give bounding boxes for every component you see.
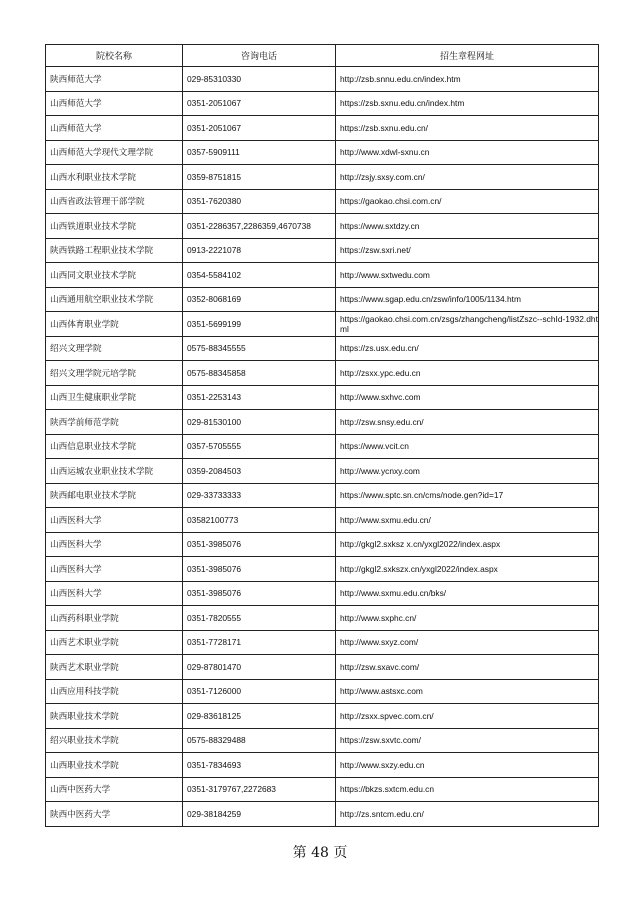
phone-number: 029-83618125 bbox=[183, 704, 336, 729]
table-row bbox=[46, 116, 599, 141]
admission-url[interactable]: http://www.sxyz.com/ bbox=[336, 630, 599, 655]
phone-number: 0351-7728171 bbox=[183, 630, 336, 655]
phone-number: 0351-7126000 bbox=[183, 679, 336, 704]
phone-number: 029-33733333 bbox=[183, 483, 336, 508]
table-row bbox=[46, 459, 599, 484]
phone-number: 0351-2253143 bbox=[183, 385, 336, 410]
header-school: 院校名称 bbox=[46, 45, 183, 67]
admission-url[interactable]: http://zsxx.spvec.com.cn/ bbox=[336, 704, 599, 729]
phone-number: 0351-3985076 bbox=[183, 557, 336, 582]
phone-number: 0913-2221078 bbox=[183, 238, 336, 263]
admission-url[interactable]: https://gaokao.chsi.com.cn/zsgs/zhangcheng/listZszc--schId-1932.dhtml bbox=[336, 312, 599, 337]
table-row bbox=[46, 606, 599, 631]
school-name: 陕西师范大学 bbox=[46, 67, 183, 92]
school-name: 山西省政法管理干部学院 bbox=[46, 189, 183, 214]
phone-number: 0351-5699199 bbox=[183, 312, 336, 337]
phone-number: 0354-5584102 bbox=[183, 263, 336, 288]
school-name: 山西职业技术学院 bbox=[46, 753, 183, 778]
school-name: 陕西学前师范学院 bbox=[46, 410, 183, 435]
admission-url[interactable]: https://zsw.sxvtc.com/ bbox=[336, 728, 599, 753]
admission-url[interactable]: http://zsb.snnu.edu.cn/index.htm bbox=[336, 67, 599, 92]
table-row bbox=[46, 67, 599, 92]
table-row bbox=[46, 581, 599, 606]
admission-url[interactable]: https://www.sptc.sn.cn/cms/node.gen?id=17 bbox=[336, 483, 599, 508]
admission-url[interactable]: https://www.vcit.cn bbox=[336, 434, 599, 459]
phone-number: 0351-2286357,2286359,4670738 bbox=[183, 214, 336, 239]
school-name: 陕西艺术职业学院 bbox=[46, 655, 183, 680]
phone-number: 029-38184259 bbox=[183, 802, 336, 827]
admission-url[interactable]: http://www.sxmu.edu.cn/ bbox=[336, 508, 599, 533]
table-row bbox=[46, 410, 599, 435]
table-row bbox=[46, 336, 599, 361]
table-row bbox=[46, 532, 599, 557]
school-name: 山西同文职业技术学院 bbox=[46, 263, 183, 288]
admission-url[interactable]: http://zs.sntcm.edu.cn/ bbox=[336, 802, 599, 827]
phone-number: 0359-8751815 bbox=[183, 165, 336, 190]
phone-number: 029-87801470 bbox=[183, 655, 336, 680]
table-row bbox=[46, 214, 599, 239]
phone-number: 0351-3985076 bbox=[183, 581, 336, 606]
school-name: 山西医科大学 bbox=[46, 581, 183, 606]
table-row bbox=[46, 91, 599, 116]
table-row bbox=[46, 189, 599, 214]
table-row bbox=[46, 434, 599, 459]
admission-url[interactable]: https://bkzs.sxtcm.edu.cn bbox=[336, 777, 599, 802]
school-name: 山西卫生健康职业学院 bbox=[46, 385, 183, 410]
admission-url[interactable]: https://www.sgap.edu.cn/zsw/info/1005/1134.htm bbox=[336, 287, 599, 312]
school-name: 山西体育职业学院 bbox=[46, 312, 183, 337]
table-row bbox=[46, 287, 599, 312]
school-name: 绍兴职业技术学院 bbox=[46, 728, 183, 753]
phone-number: 0351-2051067 bbox=[183, 91, 336, 116]
admission-url[interactable]: http://www.sxhvc.com bbox=[336, 385, 599, 410]
admission-url[interactable]: http://www.xdwl-sxnu.cn bbox=[336, 140, 599, 165]
phone-number: 029-81530100 bbox=[183, 410, 336, 435]
school-name: 山西艺术职业学院 bbox=[46, 630, 183, 655]
table-row bbox=[46, 140, 599, 165]
school-name: 陕西邮电职业技术学院 bbox=[46, 483, 183, 508]
table-row bbox=[46, 728, 599, 753]
admission-url[interactable]: http://www.astsxc.com bbox=[336, 679, 599, 704]
school-name: 山西药科职业学院 bbox=[46, 606, 183, 631]
table-row bbox=[46, 655, 599, 680]
school-name: 山西应用科技学院 bbox=[46, 679, 183, 704]
table-row bbox=[46, 777, 599, 802]
phone-number: 0357-5909111 bbox=[183, 140, 336, 165]
school-name: 陕西中医药大学 bbox=[46, 802, 183, 827]
school-name: 山西医科大学 bbox=[46, 532, 183, 557]
phone-number: 0351-2051067 bbox=[183, 116, 336, 141]
phone-number: 0359-2084503 bbox=[183, 459, 336, 484]
table-row bbox=[46, 704, 599, 729]
school-name: 山西医科大学 bbox=[46, 508, 183, 533]
admission-url[interactable]: http://gkgl2.sxksz x.cn/yxgl2022/index.aspx bbox=[336, 532, 599, 557]
table-row bbox=[46, 165, 599, 190]
admission-url[interactable]: http://zsw.snsy.edu.cn/ bbox=[336, 410, 599, 435]
table-row bbox=[46, 483, 599, 508]
school-name: 山西铁道职业技术学院 bbox=[46, 214, 183, 239]
phone-number: 03582100773 bbox=[183, 508, 336, 533]
admission-url[interactable]: http://www.sxzy.edu.cn bbox=[336, 753, 599, 778]
phone-number: 0357-5705555 bbox=[183, 434, 336, 459]
school-name: 陕西铁路工程职业技术学院 bbox=[46, 238, 183, 263]
admission-url[interactable]: http://www.sxphc.cn/ bbox=[336, 606, 599, 631]
table-row bbox=[46, 361, 599, 386]
admission-url[interactable]: https://gaokao.chsi.com.cn/ bbox=[336, 189, 599, 214]
admission-url[interactable]: https://zsb.sxnu.edu.cn/index.htm bbox=[336, 91, 599, 116]
phone-number: 029-85310330 bbox=[183, 67, 336, 92]
table-row bbox=[46, 312, 599, 337]
school-name: 山西水利职业技术学院 bbox=[46, 165, 183, 190]
phone-number: 0575-88345555 bbox=[183, 336, 336, 361]
phone-number: 0351-7834693 bbox=[183, 753, 336, 778]
school-name: 山西师范大学现代文理学院 bbox=[46, 140, 183, 165]
school-name: 山西运城农业职业技术学院 bbox=[46, 459, 183, 484]
admission-url[interactable]: http://zsxx.ypc.edu.cn bbox=[336, 361, 599, 386]
admission-url[interactable]: https://www.sxtdzy.cn bbox=[336, 214, 599, 239]
school-name: 山西信息职业技术学院 bbox=[46, 434, 183, 459]
admission-url[interactable]: http://zsw.sxavc.com/ bbox=[336, 655, 599, 680]
page-number: 第 48 页 bbox=[292, 845, 348, 861]
table-row bbox=[46, 557, 599, 582]
table-row bbox=[46, 630, 599, 655]
phone-number: 0351-7820555 bbox=[183, 606, 336, 631]
admission-url[interactable]: https://zsw.sxri.net/ bbox=[336, 238, 599, 263]
phone-number: 0575-88345858 bbox=[183, 361, 336, 386]
school-name: 山西师范大学 bbox=[46, 91, 183, 116]
admission-url[interactable]: https://zsb.sxnu.edu.cn/ bbox=[336, 116, 599, 141]
admission-url[interactable]: http://zsjy.sxsy.com.cn/ bbox=[336, 165, 599, 190]
phone-number: 0351-3985076 bbox=[183, 532, 336, 557]
school-name: 山西师范大学 bbox=[46, 116, 183, 141]
admission-url[interactable]: http://www.ycnxy.com bbox=[336, 459, 599, 484]
school-name: 绍兴文理学院元培学院 bbox=[46, 361, 183, 386]
table-row bbox=[46, 802, 599, 827]
table-row bbox=[46, 238, 599, 263]
table-header-row bbox=[46, 45, 599, 67]
admission-url[interactable]: http://gkgl2.sxkszx.cn/yxgl2022/index.aspx bbox=[336, 557, 599, 582]
phone-number: 0352-8068169 bbox=[183, 287, 336, 312]
school-name: 山西通用航空职业技术学院 bbox=[46, 287, 183, 312]
table-row bbox=[46, 263, 599, 288]
header-url: 招生章程网址 bbox=[336, 45, 599, 67]
header-phone: 咨询电话 bbox=[183, 45, 336, 67]
admissions-table bbox=[45, 44, 599, 827]
school-name: 山西中医药大学 bbox=[46, 777, 183, 802]
table-row bbox=[46, 385, 599, 410]
school-name: 山西医科大学 bbox=[46, 557, 183, 582]
admission-url[interactable]: https://zs.usx.edu.cn/ bbox=[336, 336, 599, 361]
phone-number: 0351-7620380 bbox=[183, 189, 336, 214]
table-row bbox=[46, 753, 599, 778]
phone-number: 0351-3179767,2272683 bbox=[183, 777, 336, 802]
school-name: 绍兴文理学院 bbox=[46, 336, 183, 361]
table-row bbox=[46, 508, 599, 533]
table-row bbox=[46, 679, 599, 704]
school-name: 陕西职业技术学院 bbox=[46, 704, 183, 729]
phone-number: 0575-88329488 bbox=[183, 728, 336, 753]
admission-url[interactable]: http://www.sxtwedu.com bbox=[336, 263, 599, 288]
admission-url[interactable]: http://www.sxmu.edu.cn/bks/ bbox=[336, 581, 599, 606]
